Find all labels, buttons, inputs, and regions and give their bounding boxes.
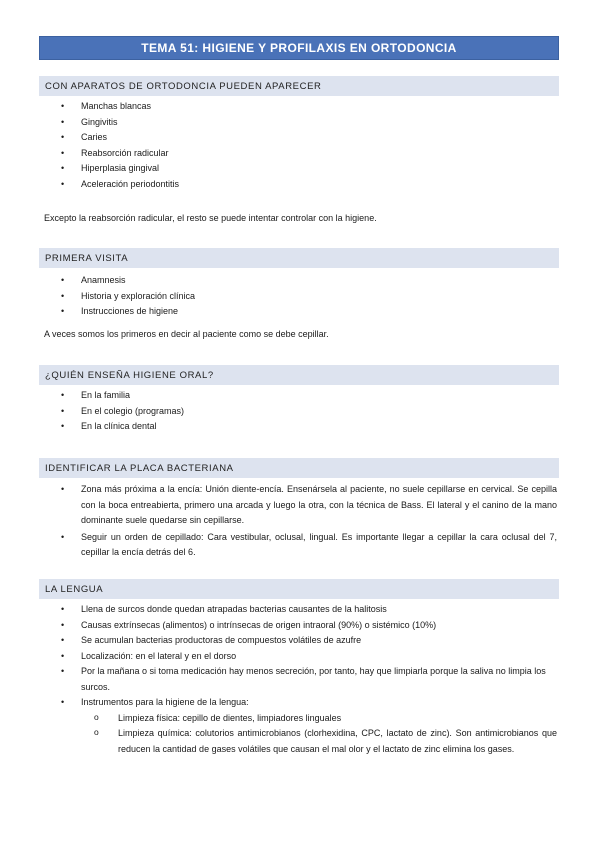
note-aparatos: Excepto la reabsorción radicular, el resto se puede intentar controlar con la higiene. <box>44 213 377 223</box>
list-item: • Llena de surcos donde quedan atrapadas bacterias causantes de la halitosis <box>39 602 557 618</box>
list-item: • Hiperplasia gingival <box>39 161 517 177</box>
list-quien-ensena <box>39 388 517 435</box>
list-item: • Reabsorción radicular <box>39 146 517 162</box>
list-item: • Causas extrínsecas (alimentos) o intrínsecas de origen intraoral (90%) o sistémico (10%) <box>39 618 557 634</box>
list-item: • En la familia <box>39 388 517 404</box>
list-item: • Aceleración periodontitis <box>39 177 517 193</box>
list-item: • Localización: en el lateral y en el dorso <box>39 649 557 665</box>
list-item: • Instrucciones de higiene <box>39 304 517 320</box>
list-item: • En la clínica dental <box>39 419 517 435</box>
note-primera-visita: A veces somos los primeros en decir al paciente como se debe cepillar. <box>44 329 329 339</box>
list-item: • Manchas blancas <box>39 99 517 115</box>
list-primera-visita <box>39 273 517 320</box>
section-heading-quien-ensena: ¿QUIÉN ENSEÑA HIGIENE ORAL? <box>39 365 559 385</box>
sublist-item: o Limpieza física: cepillo de dientes, limpiadores linguales <box>81 711 557 727</box>
list-item: • Caries <box>39 130 517 146</box>
list-item: • Seguir un orden de cepillado: Cara vestibular, oclusal, lingual. Es importante llegar a cepillar la cara oclusal del 7, cepillar la encía detrás del 6. <box>39 530 557 561</box>
list-item: • Historia y exploración clínica <box>39 289 517 305</box>
list-placa <box>39 482 557 561</box>
sublist-item: o Limpieza química: colutorios antimicrobianos (clorhexidina, CPC, lactato de zinc). Son antimicrobianos que reducen la cantidad de gases volátiles que causan el mal olor y el lactato de zinc elimina los gases. <box>81 726 557 757</box>
list-item: • Se acumulan bacterias productoras de compuestos volátiles de azufre <box>39 633 557 649</box>
list-aparatos <box>39 99 517 192</box>
list-item-label: Instrumentos para la higiene de la lengua: <box>81 697 249 707</box>
section-heading-primera-visita: PRIMERA VISITA <box>39 248 559 268</box>
list-item-instrumentos <box>39 695 557 757</box>
list-item: • Zona más próxima a la encía: Unión diente-encía. Ensenársela al paciente, no suele cepillarse en cervical. Se cepilla con la boca entreabierta, primero una arcada y luego la otra, con la técnica de Bass. El lateral y el canino de la mano dominante suele quedarse sin cepillarse. <box>39 482 557 529</box>
list-lengua <box>39 602 557 757</box>
section-heading-lengua: LA LENGUA <box>39 579 559 599</box>
list-item: • Anamnesis <box>39 273 517 289</box>
list-item: • Gingivitis <box>39 115 517 131</box>
document-title: TEMA 51: HIGIENE Y PROFILAXIS EN ORTODONCIA <box>39 36 559 60</box>
list-item: • Por la mañana o si toma medicación hay menos secreción, por tanto, hay que limpiarla porque la saliva no limpia los surcos. <box>39 664 557 695</box>
list-item: • En el colegio (programas) <box>39 404 517 420</box>
section-heading-aparatos: CON APARATOS DE ORTODONCIA PUEDEN APARECER <box>39 76 559 96</box>
sublist-instrumentos <box>81 711 557 758</box>
section-heading-placa: IDENTIFICAR LA PLACA BACTERIANA <box>39 458 559 478</box>
